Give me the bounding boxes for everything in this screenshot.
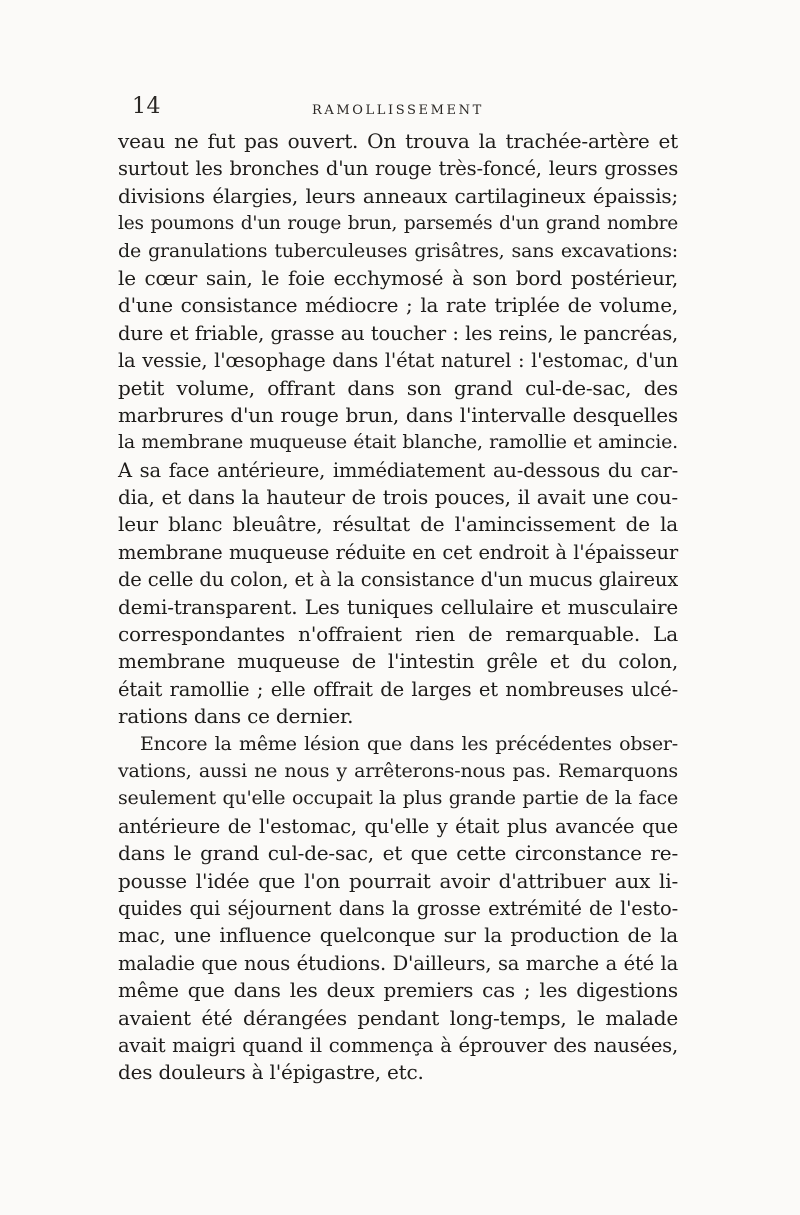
text-line: même que dans les deux premiers cas ; les digestions xyxy=(118,978,678,1003)
text-line: des douleurs à l'épigastre, etc. xyxy=(118,1060,424,1085)
text-line: d'une consistance médiocre ; la rate triplée de volume, xyxy=(118,293,678,318)
text-line: la vessie, l'œsophage dans l'état naturel : l'estomac, d'un xyxy=(118,349,678,373)
text-line: dia, et dans la hauteur de trois pouces, il avait une cou- xyxy=(118,485,678,510)
body-text xyxy=(118,128,678,1087)
text-line: quides qui séjournent dans la grosse extrémité de l'esto- xyxy=(118,896,678,920)
text-line: rations dans ce dernier. xyxy=(118,704,354,729)
text-line: de granulations tuberculeuses grisâtres, sans excavations: xyxy=(118,239,678,262)
text-line: antérieure de l'estomac, qu'elle y était plus avancée que xyxy=(118,814,678,838)
text-line: pousse l'idée que l'on pourrait avoir d'attribuer aux li- xyxy=(118,868,678,893)
text-line: était ramollie ; elle offrait de larges et nombreuses ulcé- xyxy=(118,677,678,701)
text-line: dans le grand cul-de-sac, et que cette circonstance re- xyxy=(118,841,678,866)
text-line: divisions élargies, leurs anneaux cartilagineux épaissis; xyxy=(118,183,678,208)
text-line: le cœur sain, le foie ecchymosé à son bord postérieur, xyxy=(118,265,678,290)
text-line: mac, une influence quelconque sur la production de la xyxy=(118,923,678,948)
text-line: leur blanc bleuâtre, résultat de l'amincissement de la xyxy=(118,512,678,537)
text-line: avait maigri quand il commença à éprouver des nausées, xyxy=(118,1033,678,1057)
text-line: maladie que nous étudions. D'ailleurs, sa marche a été la xyxy=(118,951,678,975)
text-line: petit volume, offrant dans son grand cul-de-sac, des xyxy=(118,375,678,400)
text-line: seulement qu'elle occupait la plus grande partie de la face xyxy=(118,787,678,810)
text-line: vations, aussi ne nous y arrêterons-nous pas. Remarquons xyxy=(118,759,678,782)
text-line: la membrane muqueuse était blanche, ramollie et amincie. xyxy=(118,431,678,454)
text-line: avaient été dérangées pendant long-temps, le malade xyxy=(118,1005,678,1030)
text-line: Encore la même lésion que dans les précédentes obser- xyxy=(140,732,678,755)
text-line: marbrures d'un rouge brun, dans l'intervalle desquelles xyxy=(118,402,678,427)
text-line: les poumons d'un rouge brun, parsemés d'un grand nombre xyxy=(118,213,678,235)
text-line: demi-transparent. Les tuniques cellulaire et musculaire xyxy=(118,594,678,619)
text-line: membrane muqueuse réduite en cet endroit à l'épaisseur xyxy=(118,540,678,564)
text-line: surtout les bronches d'un rouge très-foncé, leurs grosses xyxy=(118,157,678,181)
text-line: A sa face antérieure, immédiatement au-dessous du car- xyxy=(118,458,678,482)
text-line: correspondantes n'offraient rien de remarquable. La xyxy=(118,622,678,647)
running-head: RAMOLLISSEMENT xyxy=(312,103,484,118)
text-line: de celle du colon, et à la consistance d'un mucus glaireux xyxy=(118,568,678,592)
text-line: veau ne fut pas ouvert. On trouva la trachée-artère et xyxy=(118,129,678,153)
text-line: membrane muqueuse de l'intestin grêle et du colon, xyxy=(118,649,678,674)
page-header xyxy=(118,94,678,124)
text-line: dure et friable, grasse au toucher : les reins, le pancréas, xyxy=(118,321,678,345)
page-number: 14 xyxy=(132,94,161,119)
